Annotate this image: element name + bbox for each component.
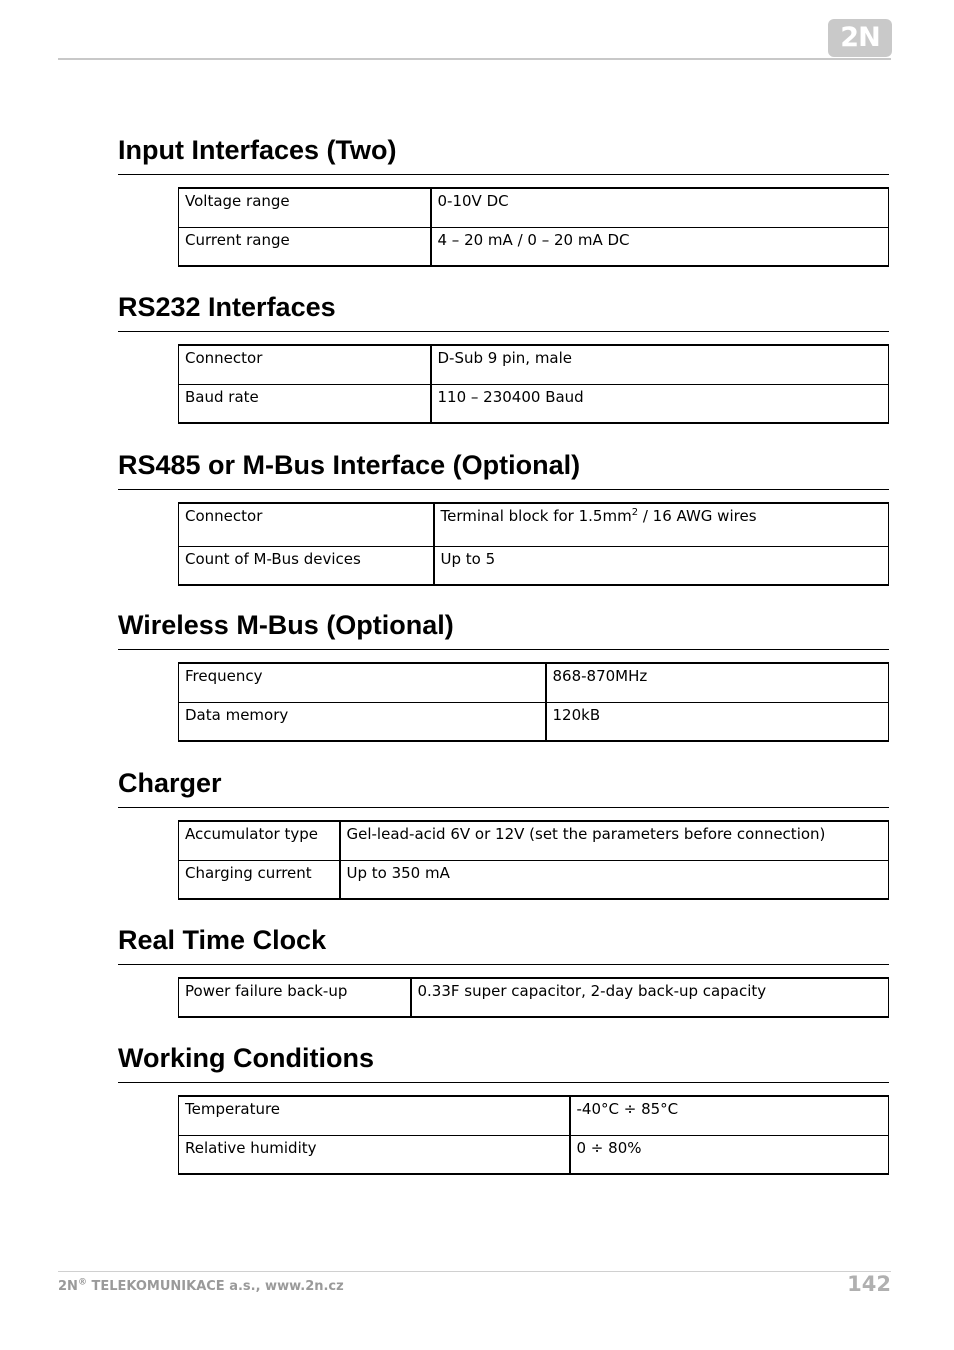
table-row (179, 702, 889, 741)
2n-logo: 2N (828, 19, 892, 57)
spec-value: -40°C ÷ 85°C (570, 1096, 889, 1135)
table-row (179, 227, 889, 266)
spec-label: Accumulator type (179, 821, 340, 860)
table-row (179, 663, 889, 702)
footer-company (58, 1279, 344, 1294)
header-divider (58, 58, 891, 60)
spec-value: 0.33F super capacitor, 2-day back-up capacity (411, 978, 889, 1017)
table-row (179, 188, 889, 227)
registered-mark: ® (77, 1277, 87, 1288)
spec-value: 868-870MHz (546, 663, 889, 702)
spec-label: Voltage range (179, 188, 431, 227)
spec-value: Gel-lead-acid 6V or 12V (set the parameters before connection) (340, 821, 889, 860)
section-working-conditions (118, 1042, 889, 1175)
table-row (179, 345, 889, 384)
section-title: Input Interfaces (Two) (118, 134, 889, 175)
section-input-interfaces (118, 134, 889, 267)
spec-label: Relative humidity (179, 1135, 570, 1174)
spec-label: Count of M-Bus devices (179, 546, 434, 585)
page-number: 142 (847, 1272, 891, 1296)
spec-table (178, 344, 889, 424)
spec-label: Data memory (179, 702, 546, 741)
spec-label: Current range (179, 227, 431, 266)
spec-label: Connector (179, 503, 434, 546)
section-rs485-mbus (118, 449, 889, 586)
table-row (179, 978, 889, 1017)
spec-label: Baud rate (179, 384, 431, 423)
spec-label: Charging current (179, 860, 340, 899)
table-row (179, 384, 889, 423)
spec-value: Up to 5 (434, 546, 889, 585)
spec-table (178, 820, 889, 900)
spec-table (178, 1095, 889, 1175)
spec-value (434, 503, 889, 546)
footer-company-website: TELEKOMUNIKACE a.s., www.2n.cz (86, 1279, 344, 1294)
footer-company-name: 2N (58, 1279, 78, 1294)
spec-table (178, 187, 889, 267)
spec-value-text: / 16 AWG wires (638, 507, 757, 525)
section-charger (118, 767, 889, 900)
footer-divider (58, 1271, 891, 1272)
spec-value: 0-10V DC (431, 188, 889, 227)
table-row (179, 546, 889, 585)
superscript: 2 (631, 507, 639, 518)
section-title: Real Time Clock (118, 924, 889, 965)
table-row (179, 860, 889, 899)
section-title: Working Conditions (118, 1042, 889, 1083)
section-wireless-mbus (118, 609, 889, 742)
spec-value: D-Sub 9 pin, male (431, 345, 889, 384)
spec-table (178, 502, 889, 586)
spec-value-text: Terminal block for 1.5mm (440, 507, 632, 525)
spec-value: 4 – 20 mA / 0 – 20 mA DC (431, 227, 889, 266)
section-title: RS485 or M-Bus Interface (Optional) (118, 449, 889, 490)
spec-label: Connector (179, 345, 431, 384)
spec-label: Temperature (179, 1096, 570, 1135)
section-rs232-interfaces (118, 291, 889, 424)
table-row (179, 1096, 889, 1135)
section-title: Wireless M-Bus (Optional) (118, 609, 889, 650)
section-title: RS232 Interfaces (118, 291, 889, 332)
section-title: Charger (118, 767, 889, 808)
spec-value: 120kB (546, 702, 889, 741)
spec-label: Power failure back-up (179, 978, 411, 1017)
spec-value: Up to 350 mA (340, 860, 889, 899)
spec-value: 0 ÷ 80% (570, 1135, 889, 1174)
section-real-time-clock (118, 924, 889, 1018)
table-row (179, 1135, 889, 1174)
table-row (179, 821, 889, 860)
table-row (179, 503, 889, 546)
spec-label: Frequency (179, 663, 546, 702)
spec-table (178, 977, 889, 1018)
spec-table (178, 662, 889, 742)
spec-value: 110 – 230400 Baud (431, 384, 889, 423)
